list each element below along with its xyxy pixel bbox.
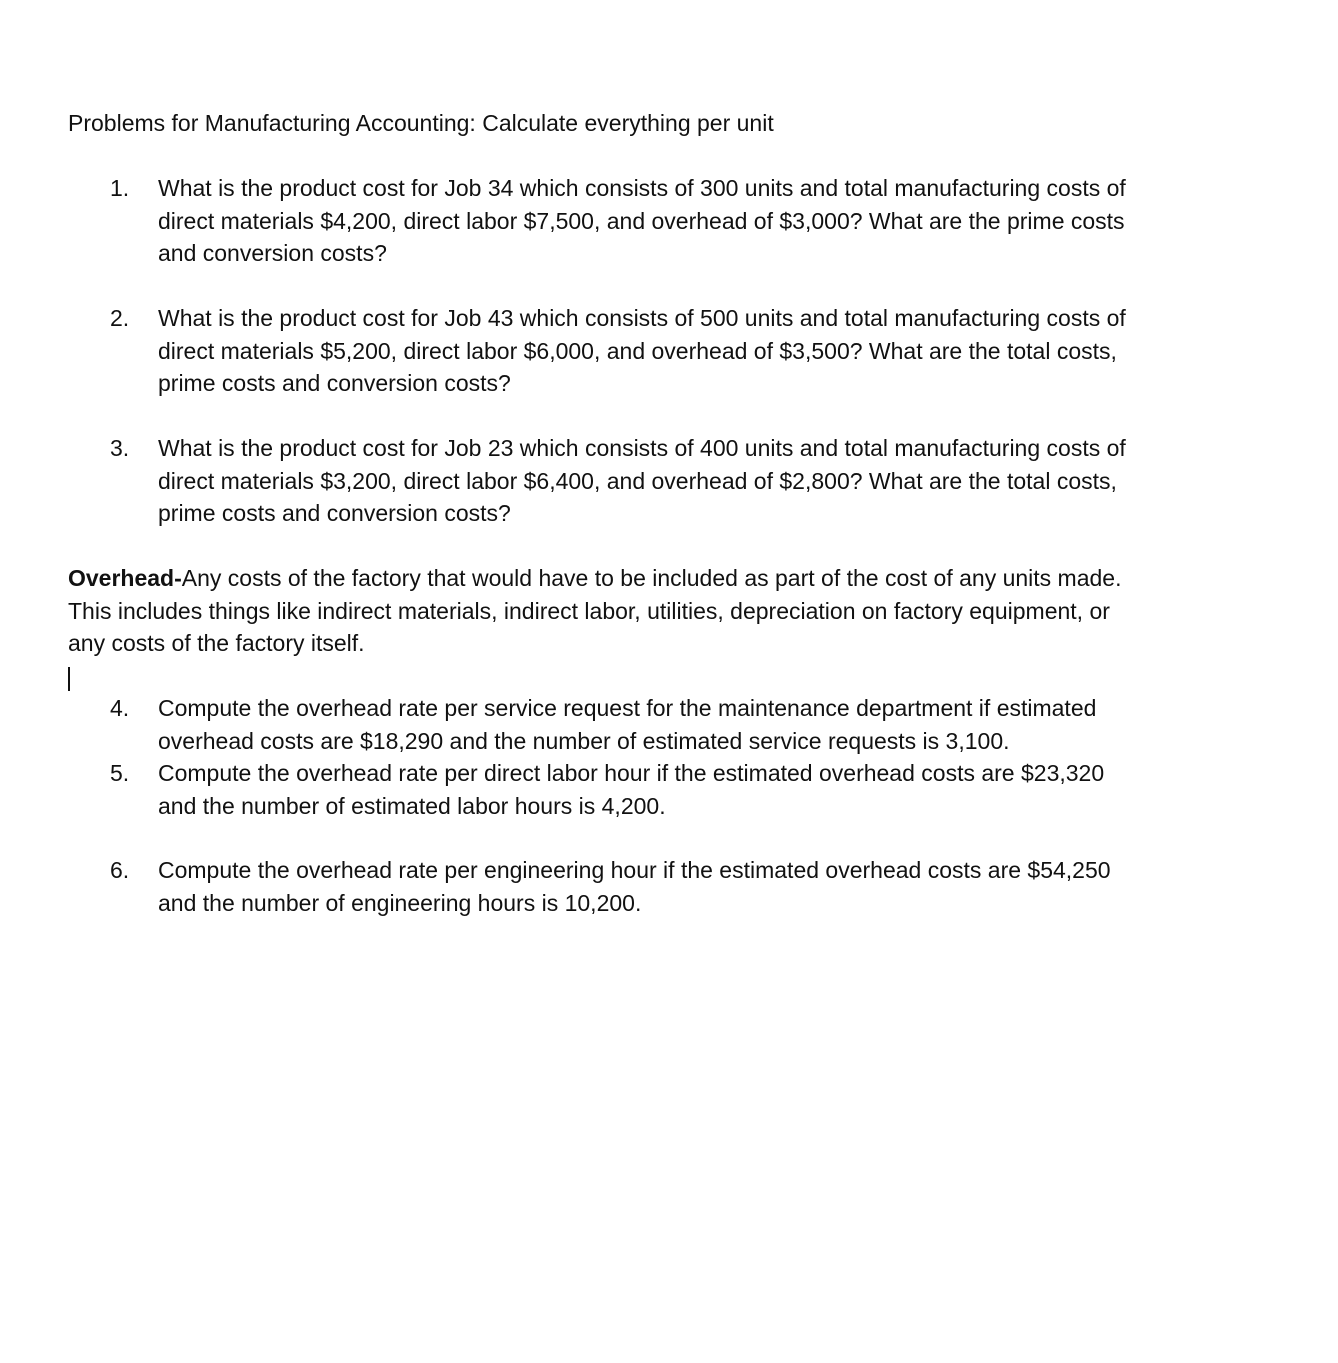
document-title: Problems for Manufacturing Accounting: Calculate everything per unit [68, 110, 774, 136]
problem-line: and the number of estimated labor hours is 4,200. [158, 792, 666, 819]
problem-number: 5. [110, 760, 130, 786]
problem-number: 6. [110, 857, 130, 883]
problem-number: 4. [110, 695, 130, 721]
problem-line: and the number of engineering hours is 10,200. [158, 889, 642, 916]
definition-line [68, 562, 1268, 595]
problem-line: Compute the overhead rate per direct labor hour if the estimated overhead costs are $23,320 [158, 760, 1105, 786]
problem-line: direct materials $5,200, direct labor $6,000, and overhead of $3,500? What are the total costs, [158, 337, 1117, 364]
problem-line: Compute the overhead rate per engineering hour if the estimated overhead costs are $54,250 [158, 857, 1111, 883]
problem-text [158, 854, 1238, 919]
problem-text [158, 432, 1238, 530]
definition-line: This includes things like indirect materials, indirect labor, utilities, depreciation on factory equipment, or [68, 597, 1110, 624]
problem-number: 1. [110, 175, 130, 201]
problem-line: prime costs and conversion costs? [158, 370, 511, 396]
problem-line: What is the product cost for Job 23 which consists of 400 units and total manufacturing costs of [158, 435, 1126, 461]
problem-line: overhead costs are $18,290 and the number of estimated service requests is 3,100. [158, 727, 1010, 754]
text-insertion-cursor[interactable] [68, 667, 70, 691]
definition-term: Overhead- [68, 565, 182, 591]
overhead-definition [68, 562, 1268, 660]
problem-text [158, 172, 1238, 270]
problem-line: prime costs and conversion costs? [158, 500, 511, 526]
problem-line: Compute the overhead rate per service request for the maintenance department if estimated [158, 695, 1097, 721]
problem-number: 3. [110, 435, 130, 461]
problem-line: direct materials $4,200, direct labor $7,500, and overhead of $3,000? What are the prime costs [158, 207, 1125, 234]
problem-line: direct materials $3,200, direct labor $6,400, and overhead of $2,800? What are the total costs, [158, 467, 1117, 494]
problem-text [158, 302, 1238, 400]
problem-text [158, 692, 1238, 757]
definition-line: any costs of the factory itself. [68, 630, 365, 656]
problem-line: and conversion costs? [158, 240, 387, 266]
problem-number: 2. [110, 305, 130, 331]
definition-text: Any costs of the factory that would have to be included as part of the cost of any units made. [181, 565, 1122, 591]
problem-text [158, 757, 1238, 822]
problem-line: What is the product cost for Job 34 which consists of 300 units and total manufacturing costs of [158, 175, 1126, 201]
problem-line: What is the product cost for Job 43 which consists of 500 units and total manufacturing costs of [158, 305, 1126, 331]
